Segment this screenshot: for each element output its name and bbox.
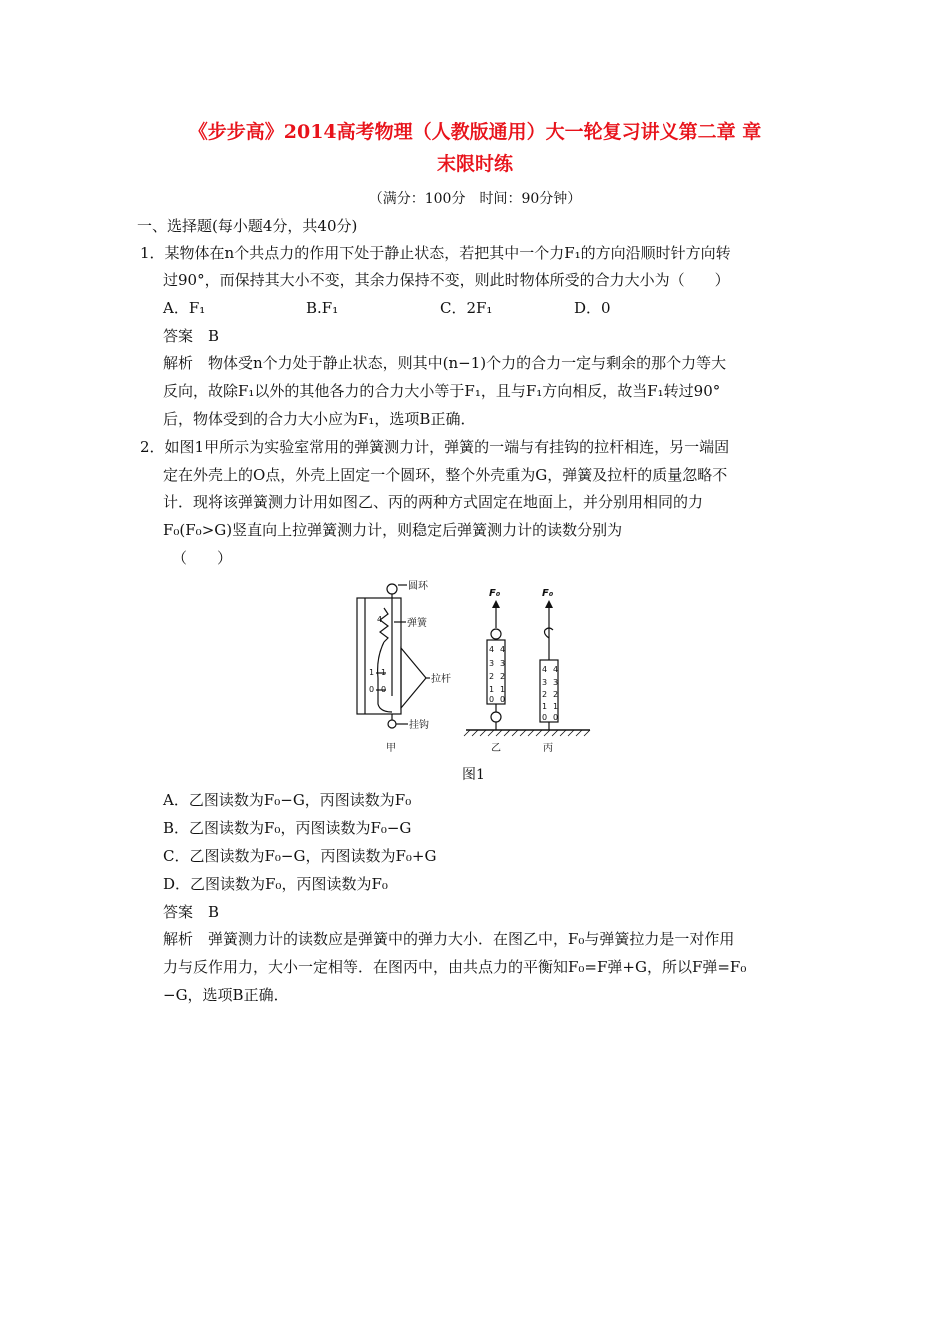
label-ring: 圆环 — [408, 581, 428, 592]
label-force-yi: F₀ — [489, 588, 501, 599]
section-heading: 一、选择题(每小题4分，共40分) — [137, 217, 358, 235]
svg-text:4: 4 — [542, 665, 548, 674]
svg-text:4: 4 — [377, 615, 383, 624]
svg-text:2: 2 — [500, 672, 506, 681]
svg-text:2: 2 — [489, 672, 495, 681]
q2-option-c: C．乙图读数为F₀−G，丙图读数为F₀+G — [163, 847, 437, 865]
svg-text:2: 2 — [542, 690, 548, 699]
q1-stem-line-1: 1．某物体在n个共点力的作用下处于静止状态，若把其中一个力F₁的方向沿顺时针方向转 — [140, 244, 731, 262]
q2-stem-line-3: 计．现将该弹簧测力计用如图乙、丙的两种方式固定在地面上，并分别用相同的力 — [163, 493, 704, 511]
figure-caption: 图1 — [462, 767, 485, 783]
svg-text:4: 4 — [489, 645, 495, 654]
svg-text:1: 1 — [489, 685, 495, 694]
q2-stem-line-1: 2．如图1甲所示为实验室常用的弹簧测力计，弹簧的一端与有挂钩的拉杆相连，另一端固 — [140, 438, 730, 456]
q1-stem-line-2: 过90°，而保持其大小不变，其余力保持不变，则此时物体所受的合力大小为（ ） — [163, 271, 730, 289]
label-force-bing: F₀ — [542, 588, 554, 599]
spring-scale-figure — [350, 578, 600, 760]
q1-answer: 答案 B — [163, 327, 220, 345]
q2-option-d: D．乙图读数为F₀，丙图读数为F₀ — [163, 875, 388, 893]
q1-option-d: D．0 — [574, 299, 611, 317]
q1-option-b: B.F₁ — [306, 299, 339, 317]
svg-text:3: 3 — [542, 678, 548, 687]
score-time-info: （满分：100分 时间：90分钟） — [368, 191, 582, 207]
svg-text:1: 1 — [553, 702, 559, 711]
label-rod: 拉杆 — [431, 674, 451, 685]
q1-option-a: A．F₁ — [163, 299, 206, 317]
svg-text:4: 4 — [553, 665, 559, 674]
q2-stem-line-5: （ ） — [172, 549, 233, 567]
q1-option-c: C．2F₁ — [440, 299, 493, 317]
label-spring: 弹簧 — [407, 618, 427, 629]
label-hook: 挂钩 — [409, 720, 429, 731]
q1-analysis-line-2: 反向，故除F₁以外的其他各力的合力大小等于F₁，且与F₁方向相反，故当F₁转过90° — [163, 382, 721, 400]
q2-stem-line-4: F₀(F₀>G)竖直向上拉弹簧测力计，则稳定后弹簧测力计的读数分别为 — [163, 521, 623, 539]
svg-text:1: 1 — [542, 702, 548, 711]
q2-option-a: A．乙图读数为F₀−G，丙图读数为F₀ — [163, 791, 412, 809]
svg-text:1: 1 — [381, 668, 387, 677]
svg-text:3: 3 — [500, 659, 506, 668]
q2-option-b: B．乙图读数为F₀，丙图读数为F₀−G — [163, 819, 412, 837]
title-line-1: 《步步高》2014高考物理（人教版通用）大一轮复习讲义第二章 章 — [188, 121, 762, 143]
label-bing: 丙 — [543, 743, 553, 754]
label-yi: 乙 — [491, 743, 501, 754]
svg-text:0: 0 — [553, 713, 559, 722]
svg-text:2: 2 — [553, 690, 559, 699]
q2-answer: 答案 B — [163, 903, 220, 921]
svg-text:3: 3 — [553, 678, 559, 687]
svg-text:0: 0 — [500, 695, 506, 704]
svg-text:0: 0 — [489, 695, 495, 704]
title-line-2: 末限时练 — [436, 153, 513, 175]
q2-analysis-line-2: 力与反作用力，大小一定相等．在图丙中，由共点力的平衡知F₀=F弹+G，所以F弹=F₀ — [163, 958, 747, 976]
q2-analysis-line-3: −G，选项B正确． — [163, 986, 289, 1004]
document-title — [120, 116, 830, 180]
svg-text:1: 1 — [369, 668, 375, 677]
svg-text:4: 4 — [500, 645, 506, 654]
label-jia: 甲 — [386, 743, 396, 754]
svg-text:0: 0 — [542, 713, 548, 722]
svg-text:1: 1 — [500, 685, 506, 694]
svg-text:0: 0 — [381, 685, 387, 694]
spring-scale-diagram — [350, 578, 600, 760]
svg-text:3: 3 — [489, 659, 495, 668]
svg-text:0: 0 — [369, 685, 375, 694]
q1-analysis-line-1: 解析 物体受n个力处于静止状态，则其中(n−1)个力的合力一定与剩余的那个力等大 — [163, 354, 727, 372]
q1-analysis-line-3: 后，物体受到的合力大小应为F₁，选项B正确． — [163, 410, 476, 428]
q2-stem-line-2: 定在外壳上的O点，外壳上固定一个圆环，整个外壳重为G，弹簧及拉杆的质量忽略不 — [163, 466, 728, 484]
q2-analysis-line-1: 解析 弹簧测力计的读数应是弹簧中的弹力大小．在图乙中，F₀与弹簧拉力是一对作用 — [163, 930, 735, 948]
